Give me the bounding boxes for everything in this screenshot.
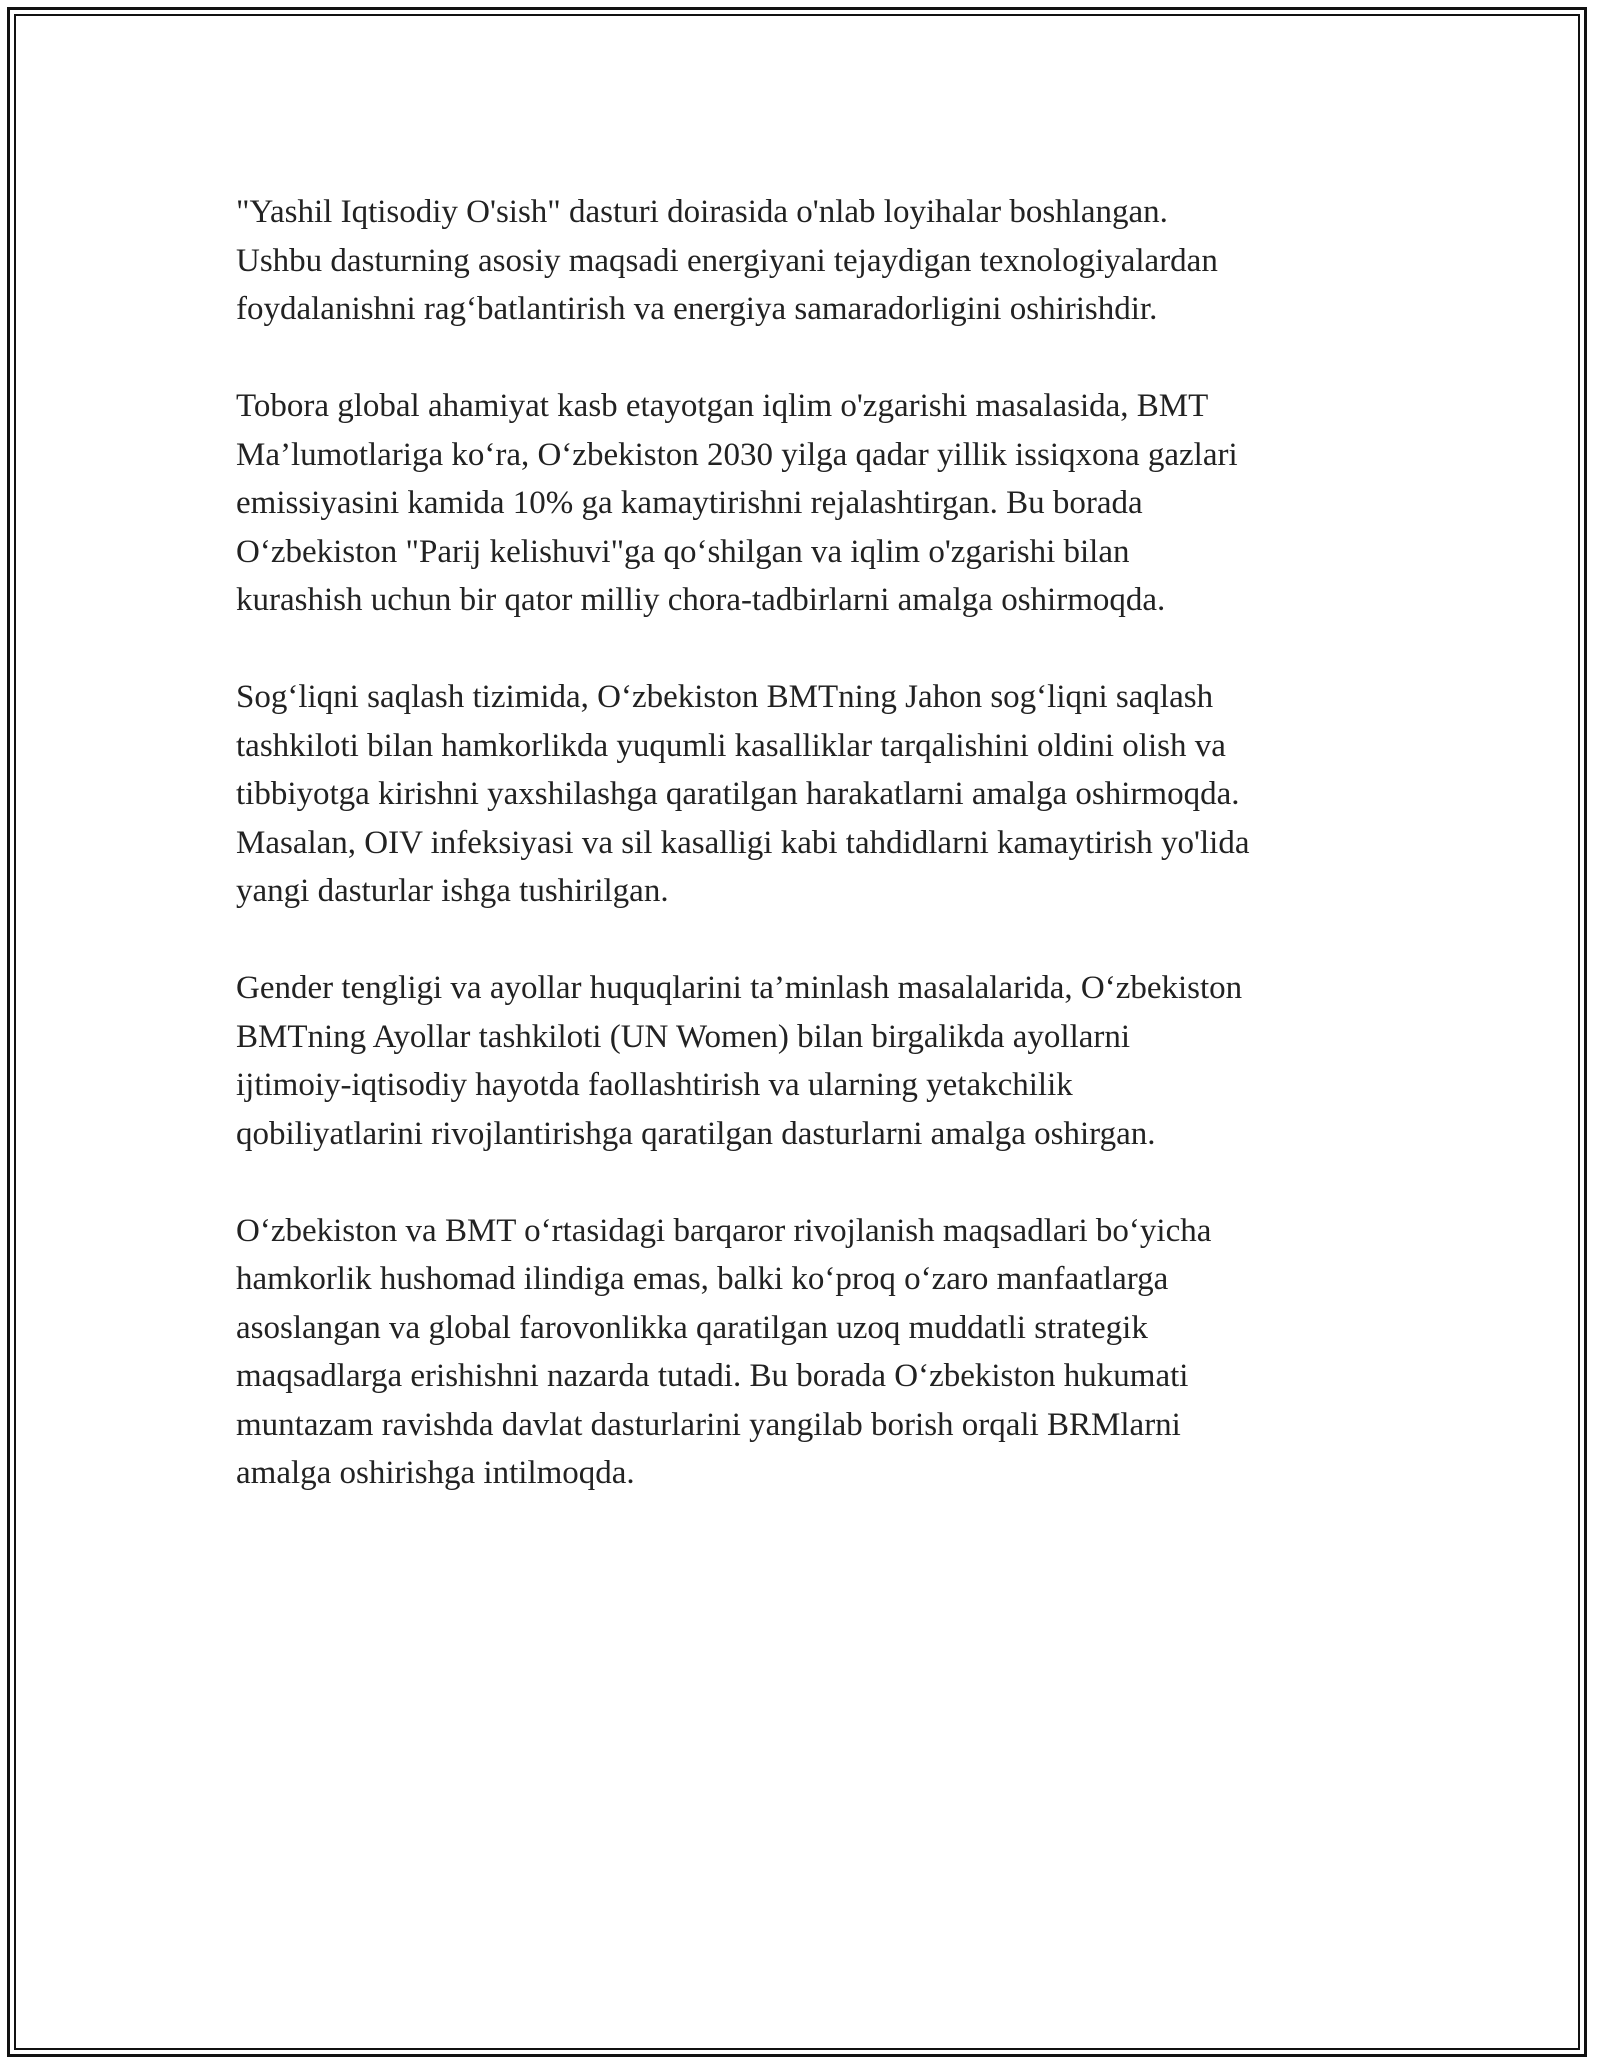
paragraph-sustainable-development: O‘zbekiston va BMT o‘rtasidagi barqaror rivojlanish maqsadlari bo‘yicha hamkorlik hushomad ilindiga emas, balki ko‘proq o‘zaro manfaatlarga asoslangan va global farovonlikka qaratilgan uzoq muddatli strategik maqsadlarga erishishni nazarda tutadi. Bu borada O‘zbekiston hukumati muntazam ravishda davlat dasturlarini yangilab borish orqali BRMlarni amalga oshirishga intilmoqda.	[236, 1212, 1212, 1491]
paragraph-gender-equality: Gender tengligi va ayollar huquqlarini ta’minlash masalalarida, O‘zbekiston BMTning Ayollar tashkiloti (UN Women) bilan birgalikda ayollarni ijtimoiy-iqtisodiy hayotda faollashtirish va ularning yetakchilik qobiliyatlarini rivojlantirishga qaratilgan dasturlarni amalga oshirgan.	[236, 970, 1243, 1152]
paragraph-healthcare: Sog‘liqni saqlash tizimida, O‘zbekiston BMTning Jahon sog‘liqni saqlash tashkiloti bilan hamkorlikda yuqumli kasalliklar tarqalishini oldini olish va tibbiyotga kirishni yaxshilashga qaratilgan harakatlarni amalga oshirmoqda. Masalan, OIV infeksiyasi va sil kasalligi kabi tahdidlarni kamaytirish yo'lida yangi dasturlar ishga tushirilgan.	[236, 679, 1250, 909]
paragraph-climate-change: Tobora global ahamiyat kasb etayotgan iqlim o'zgarishi masalasida, BMT Ma’lumotlariga ko‘ra, O‘zbekiston 2030 yilga qadar yillik issiqxona gazlari emissiyasini kamida 10% ga kamaytirishni rejalashtirgan. Bu borada O‘zbekiston "Parij kelishuvi"ga qo‘shilgan va iqlim o'zgarishi bilan kurashish uchun bir qator milliy chora-tadbirlarni amalga oshirmoqda.	[236, 388, 1238, 618]
paragraph-green-growth: "Yashil Iqtisodiy O'sish" dasturi doirasida o'nlab loyihalar boshlangan. Ushbu dasturning asosiy maqsadi energiyani tejaydigan texnologiyalardan foydalanishni rag‘batlantirish va energiya samaradorligini oshirishdir.	[236, 194, 1218, 327]
document-body	[236, 188, 1386, 1546]
